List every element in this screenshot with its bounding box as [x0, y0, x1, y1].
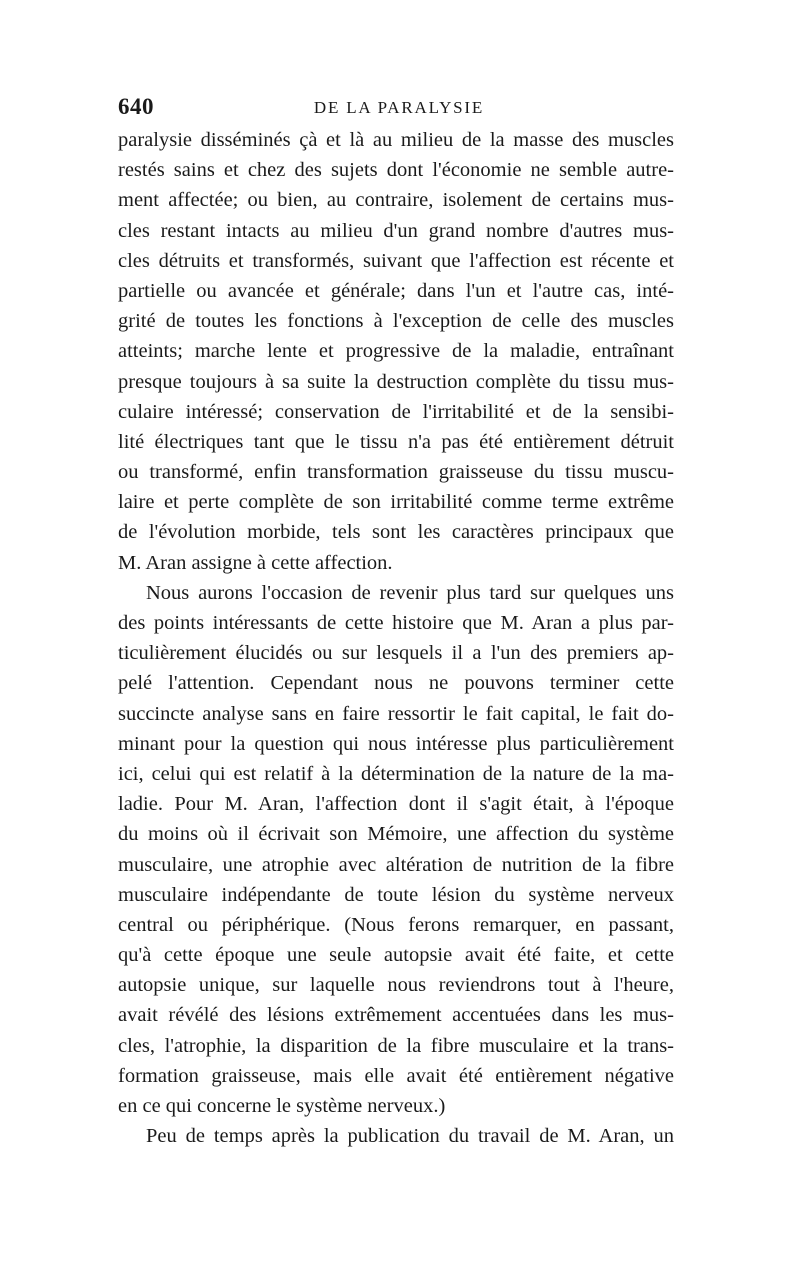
text-line: minant pour la question qui nous intéresse plus particulièrement [118, 732, 674, 755]
text-line: atteints; marche lente et progressive de la maladie, entraînant [118, 340, 674, 363]
text-line: ou transformé, enfin transformation graisseuse du tissu muscu- [118, 461, 674, 484]
text-line: des points intéressants de cette histoire que M. Aran a plus par- [118, 612, 674, 634]
text-line: formation graisseuse, mais elle avait été entièrement négative [118, 1064, 674, 1087]
text-line: succincte analyse sans en faire ressortir le fait capital, le fait do- [118, 702, 674, 725]
text-line: pelé l'attention. Cependant nous ne pouvons terminer cette [118, 672, 674, 695]
text-line: ticulièrement élucidés ou sur lesquels il a l'un des premiers ap- [118, 642, 674, 665]
text-line: partielle ou avancée et générale; dans l'un et l'autre cas, inté- [118, 279, 674, 302]
text-line: central ou périphérique. (Nous ferons remarquer, en passant, [118, 913, 674, 936]
text-line: musculaire indépendante de toute lésion du système nerveux [118, 883, 674, 906]
text-line: avait révélé des lésions extrêmement accentuées dans les mus- [118, 1004, 674, 1027]
page-number: 640 [118, 94, 154, 119]
text-line: musculaire, une atrophie avec altération de nutrition de la fibre [118, 853, 674, 876]
text-line: grité de toutes les fonctions à l'exception de celle des muscles [118, 310, 674, 333]
text-line: de l'évolution morbide, tels sont les caractères principaux que [118, 521, 674, 544]
text-line: en ce qui concerne le système nerveux.) [118, 1095, 446, 1117]
text-line: presque toujours à sa suite la destruction complète du tissu mus- [118, 370, 674, 393]
text-line: paralysie disséminés çà et là au milieu de la masse des muscles [118, 129, 674, 151]
text-line: autopsie unique, sur laquelle nous reviendrons tout à l'heure, [118, 974, 674, 997]
text-line: cles restant intacts au milieu d'un grand nombre d'autres mus- [118, 219, 674, 242]
running-title: DE LA PARALYSIE [313, 98, 485, 117]
text-line: du moins où il écrivait son Mémoire, une affection du système [118, 823, 674, 846]
text-line: lité électriques tant que le tissu n'a pas été entièrement détruit [118, 430, 674, 453]
text-line: cles détruits et transformés, suivant que l'affection est récente et [118, 249, 674, 272]
text-line: qu'à cette époque une seule autopsie avait été faite, et cette [118, 944, 674, 967]
text-line: culaire intéressé; conservation de l'irritabilité et de la sensibi- [118, 400, 674, 423]
text-line: laire et perte complète de son irritabilité comme terme extrême [118, 491, 674, 514]
text-line: Peu de temps après la publication du travail de M. Aran, un [146, 1125, 674, 1148]
text-line: Nous aurons l'occasion de revenir plus tard sur quelques uns [146, 581, 674, 604]
page-header [118, 94, 680, 124]
body-text [118, 125, 674, 1151]
text-line: cles, l'atrophie, la disparition de la fibre musculaire et la trans- [118, 1034, 674, 1057]
text-line: M. Aran assigne à cette affection. [118, 551, 393, 574]
text-line: ladie. Pour M. Aran, l'affection dont il s'agit était, à l'époque [118, 793, 674, 816]
text-line: restés sains et chez des sujets dont l'économie ne semble autre- [118, 159, 674, 182]
text-line: ici, celui qui est relatif à la détermination de la nature de la ma- [118, 762, 674, 785]
text-line: ment affectée; ou bien, au contraire, isolement de certains mus- [118, 189, 674, 212]
